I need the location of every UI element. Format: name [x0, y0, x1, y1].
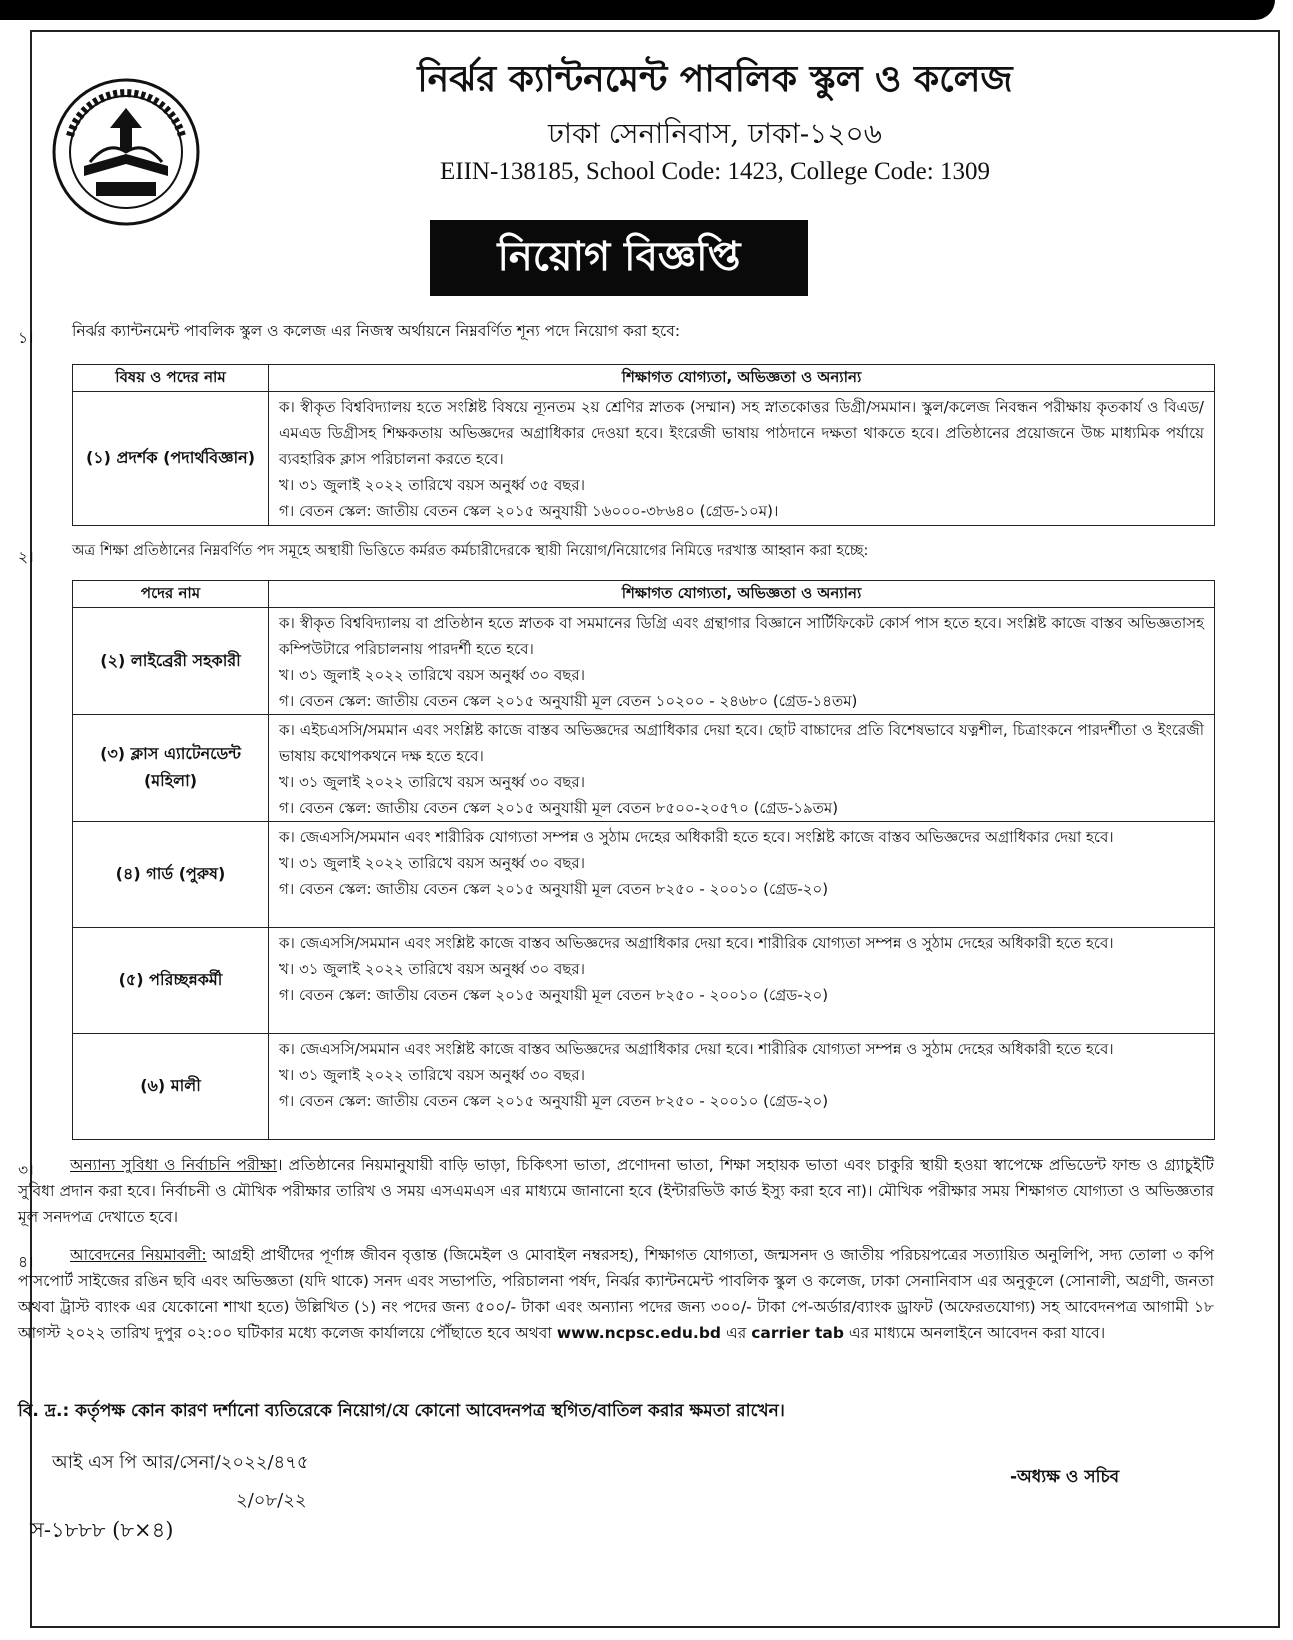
top-banner-strip [0, 0, 1293, 22]
salary-text: গ। বেতন স্কেল: জাতীয় বেতন স্কেল ২০১৫ অনুযায়ী মূল বেতন ৮৫০০-২০৫৭০ (গ্রেড-১৯তম) [279, 799, 839, 817]
table-header: পদের নাম [73, 581, 269, 608]
position-details [269, 928, 1215, 1034]
position-details [269, 822, 1215, 928]
salary-text: গ। বেতন স্কেল: জাতীয় বেতন স্কেল ২০১৫ অনুযায়ী মূল বেতন ৮২৫০ - ২০০১০ (গ্রেড-২০) [279, 986, 829, 1004]
position-details [269, 608, 1215, 715]
school-logo-icon [50, 76, 202, 228]
age-text: খ। ৩১ জুলাই ২০২২ তারিখে বয়স অনুর্ধ্ব ৩৫ বছর। [279, 476, 586, 494]
notice-title-text: নিয়োগ বিজ্ঞপ্তি [497, 233, 741, 280]
qualification-text: ক। জেএসসি/সমমান এবং সংশ্লিষ্ট কাজে বাস্তব অভিজ্ঞদের অগ্রাধিকার দেয়া হবে। শারীরিক যোগ্যতা সম্পন্ন ও সুঠাম দেহের অধিকারী হতে হবে। [279, 934, 1114, 952]
position-name: (২) লাইব্রেরী সহকারী [73, 608, 269, 715]
salary-text: গ। বেতন স্কেল: জাতীয় বেতন স্কেল ২০১৫ অনুযায়ী ১৬০০০-৩৮৬৪০ (গ্রেড-১০ম)। [279, 502, 779, 520]
section3-number: ৩। [18, 1161, 34, 1179]
website-link[interactable]: www.ncpsc.edu.bd [556, 1324, 722, 1342]
section2-number: ২। [18, 548, 34, 566]
position-name: (৪) গার্ড (পুরুষ) [73, 822, 269, 928]
table-row [73, 928, 1215, 1034]
issue-date: ২/০৮/২২ [236, 1490, 307, 1511]
position-details [269, 715, 1215, 822]
table-header: শিক্ষাগত যোগ্যতা, অভিজ্ঞতা ও অন্যান্য [269, 581, 1215, 608]
qualification-text: ক। স্বীকৃত বিশ্ববিদ্যালয় হতে সংশ্লিষ্ট বিষয়ে ন্যূনতম ২য় শ্রেণির স্নাতক (সম্মান) সহ স্নাতকোত্তর ডিগ্রী/সমমান। স্কুল/কলেজ নিবন্ধন পরীক্ষায় কৃতকার্য ও বিএড/এমএড ডিগ্রীসহ শিক্ষকতায় অভিজ্ঞদের অগ্রাধিকার দেওয়া হবে। ইংরেজী ভাষায় পাঠদানে দক্ষতা থাকতে হবে। প্রতিষ্ঠানের প্রয়োজনে উচ্চ মাধ্যমিক পর্যায়ে ব্যবহারিক ক্লাস পরিচালনা করতে হবে। [279, 398, 1204, 468]
print-code: স-১৮৮৮ (৮×৪) [30, 1518, 174, 1542]
section2-table [72, 580, 1215, 1140]
table-row [73, 1034, 1215, 1140]
carrier-tab-text: carrier tab [751, 1324, 844, 1342]
table-header: শিক্ষাগত যোগ্যতা, অভিজ্ঞতা ও অন্যান্য [269, 365, 1215, 392]
salary-text: গ। বেতন স্কেল: জাতীয় বেতন স্কেল ২০১৫ অনুযায়ী মূল বেতন ১০২০০ - ২৪৬৮০ (গ্রেড-১৪তম) [279, 692, 858, 710]
section4-end: এর মাধ্যমে অনলাইনে আবেদন করা যাবে। [843, 1324, 1106, 1342]
salary-text: গ। বেতন স্কেল: জাতীয় বেতন স্কেল ২০১৫ অনুযায়ী মূল বেতন ৮২৫০ - ২০০১০ (গ্রেড-২০) [279, 1092, 829, 1110]
qualification-text: ক। এইচএসসি/সমমান এবং সংশ্লিষ্ট কাজে বাস্তব অভিজ্ঞদের অগ্রাধিকার দেয়া হবে। ছোট বাচ্চাদের প্রতি বিশেষভাবে যত্নশীল, চিত্রাংকনে পারদর্শীতা ও ইংরেজী ভাষায় কথোপকথনে দক্ষ হতে হবে। [279, 721, 1204, 765]
position-details [269, 392, 1215, 526]
table-row [73, 392, 1215, 526]
institution-name: নির্ঝর ক্যান্টনমেন্ট পাবলিক স্কুল ও কলেজ [417, 58, 1013, 100]
age-text: খ। ৩১ জুলাই ২০২২ তারিখে বয়স অনুর্ধ্ব ৩০ বছর। [279, 666, 586, 684]
age-text: খ। ৩১ জুলাই ২০২২ তারিখে বয়স অনুর্ধ্ব ৩০ বছর। [279, 773, 586, 791]
section4-number: ৪। [18, 1253, 34, 1271]
section3-paragraph [18, 1152, 1214, 1230]
section3-text: । প্রতিষ্ঠানের নিয়মানুযায়ী বাড়ি ভাড়া, চিকিৎসা ভাতা, প্রণোদনা ভাতা, শিক্ষা সহায়ক ভাতা এবং চাকুরি স্থায়ী হওয়া স্বাপেক্ষে প্রভিডেন্ট ফান্ড ও গ্র্যাচুইটি সুবিধা প্রদান করা হবে। নির্বাচনী ও মৌখিক পরীক্ষার তারিখ ও সময় এসএমএস এর মাধ্যমে জানানো হবে (ইন্টারভিউ কার্ড ইস্যু করা হবে না)। মৌখিক পরীক্ষার সময় শিক্ষাগত যোগ্যতা ও অভিজ্ঞতার মূল সনদপত্র দেখাতে হবে। [18, 1156, 1214, 1226]
position-name: (১) প্রদর্শক (পদার্থবিজ্ঞান) [73, 392, 269, 526]
section1-table [72, 364, 1215, 526]
qualification-text: ক। জেএসসি/সমমান এবং শারীরিক যোগ্যতা সম্পন্ন ও সুঠাম দেহের অধিকারী হতে হবে। সংশ্লিষ্ট কাজে বাস্তব অভিজ্ঞদের অগ্রাধিকার দেয়া হবে। [279, 828, 1114, 846]
section4-mid: এর [721, 1324, 752, 1342]
institution-codes: EIIN-138185, School Code: 1423, College Code: 1309 [440, 158, 990, 185]
notice-title [430, 220, 808, 296]
section1-intro: নির্ঝর ক্যান্টনমেন্ট পাবলিক স্কুল ও কলেজ এর নিজস্ব অর্থায়নে নিম্নবর্ণিত শূন্য পদে নিয়োগ করা হবে: [72, 322, 681, 340]
disclaimer-note: বি. দ্র.: কর্তৃপক্ষ কোন কারণ দর্শানো ব্যতিরেকে নিয়োগ/যে কোনো আবেদনপত্র স্থগিত/বাতিল করার ক্ষমতা রাখেন। [18, 1401, 785, 1421]
reference-number: আই এস পি আর/সেনা/২০২২/৪৭৫ [52, 1452, 309, 1473]
salary-text: গ। বেতন স্কেল: জাতীয় বেতন স্কেল ২০১৫ অনুযায়ী মূল বেতন ৮২৫০ - ২০০১০ (গ্রেড-২০) [279, 880, 829, 898]
section1-number: ১। [18, 329, 34, 347]
age-text: খ। ৩১ জুলাই ২০২২ তারিখে বয়স অনুর্ধ্ব ৩০ বছর। [279, 854, 586, 872]
table-header: বিষয় ও পদের নাম [73, 365, 269, 392]
table-row [73, 822, 1215, 928]
section4-paragraph [18, 1242, 1214, 1346]
position-name: (৩) ক্লাস এ্যাটেনডেন্ট (মহিলা) [73, 715, 269, 822]
signature-title: -অধ্যক্ষ ও সচিব [1010, 1467, 1120, 1487]
section2-intro: অত্র শিক্ষা প্রতিষ্ঠানের নিম্নবর্ণিত পদ সমূহে অস্থায়ী ভিত্তিতে কর্মরত কর্মচারীদেরকে স্থায়ী নিয়োগ/নিয়োগের নিমিত্তে দরখাস্ত আহ্বান করা হচ্ছে: [72, 543, 869, 559]
section4-text: আগ্রহী প্রার্থীদের পূর্ণাঙ্গ জীবন বৃত্তান্ত (জিমেইল ও মোবাইল নম্বরসহ), শিক্ষাগত যোগ্যতা, জন্মসনদ ও জাতীয় পরিচয়পত্রের সত্যায়িত অনুলিপি, সদ্য তোলা ৩ কপি পাসপোর্ট সাইজের রঙিন ছবি এবং অভিজ্ঞতা (যদি থাকে) সনদ এবং সভাপতি, পরিচালনা পর্ষদ, নির্ঝর ক্যান্টনমেন্ট পাবলিক স্কুল ও কলেজ, ঢাকা সেনানিবাস এর অনুকূলে (সোনালী, অগ্রণী, জনতা অথবা ট্রাস্ট ব্যাংক এর যেকোনো শাখা হতে) উল্লিখিত (১) নং পদের জন্য ৫০০/- টাকা এবং অন্যান্য পদের জন্য ৩০০/- টাকা পে-অর্ডার/ব্যাংক ড্রাফট (অফেরতযোগ্য) সহ আবেদনপত্র আগামী ১৮ আগস্ট ২০২২ তারিখ দুপুর ০২:০০ ঘটিকার মধ্যে কলেজ কার্যালয়ে পৌঁছাতে হবে অথবা [18, 1246, 1215, 1342]
position-name: (৫) পরিচ্ছন্নকর্মী [73, 928, 269, 1034]
institution-address: ঢাকা সেনানিবাস, ঢাকা-১২০৬ [548, 117, 882, 150]
table-row [73, 715, 1215, 822]
table-row [73, 608, 1215, 715]
qualification-text: ক। জেএসসি/সমমান এবং সংশ্লিষ্ট কাজে বাস্তব অভিজ্ঞদের অগ্রাধিকার দেয়া হবে। শারীরিক যোগ্যতা সম্পন্ন ও সুঠাম দেহের অধিকারী হতে হবে। [279, 1040, 1114, 1058]
position-details [269, 1034, 1215, 1140]
age-text: খ। ৩১ জুলাই ২০২২ তারিখে বয়স অনুর্ধ্ব ৩০ বছর। [279, 1066, 586, 1084]
top-black-band [0, 0, 1275, 20]
position-name: (৬) মালী [73, 1034, 269, 1140]
section4-heading: আবেদনের নিয়মাবলী: [70, 1246, 207, 1264]
section3-heading: অন্যান্য সুবিধা ও নির্বাচনি পরীক্ষা [70, 1156, 278, 1174]
age-text: খ। ৩১ জুলাই ২০২২ তারিখে বয়স অনুর্ধ্ব ৩০ বছর। [279, 960, 586, 978]
qualification-text: ক। স্বীকৃত বিশ্ববিদ্যালয় বা প্রতিষ্ঠান হতে স্নাতক বা সমমানের ডিগ্রি এবং গ্রন্থাগার বিজ্ঞানে সার্টিফিকেট কোর্স পাস হতে হবে। সংশ্লিষ্ট কাজে বাস্তব অভিজ্ঞতাসহ কম্পিউটারে পরিচালনায় পারদর্শী হতে হবে। [279, 614, 1204, 658]
